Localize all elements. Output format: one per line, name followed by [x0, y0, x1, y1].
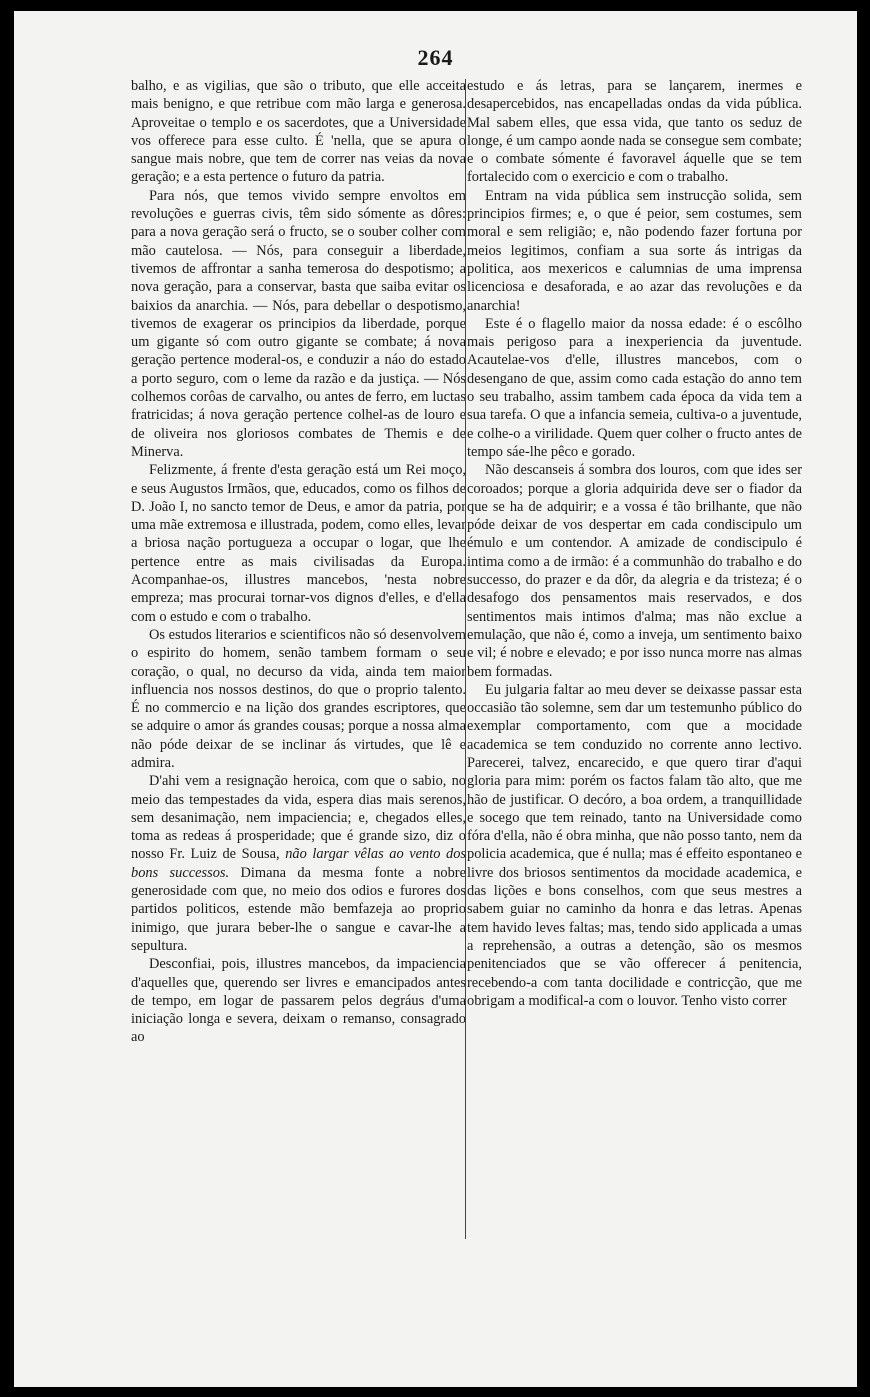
paragraph: Felizmente, á frente d'esta geração está um Rei moço, e seus Augustos Irmãos, que, educados, como os filhos de D. João I, no sancto temor de Deus, e amor da patria, por uma mãe extremosa e illustrada, podem, como elles, levar a briosa nação portugueza a occupar o logar, que lhe pertence entre as mais civilisadas da Europa. Acompanhae-os, illustres mancebos, 'nesta nobre empreza; mas procurai tornar-vos dignos d'elles, e d'ella com o estudo e com o trabalho.	[131, 462, 466, 625]
paragraph-text: D'ahi vem a resignação heroica, com que o sabio, no meio das tempestades da vida, espera dias mais serenos, sem desanimação, nem impaciencia; e, chegados elles, toma as redeas á prosperidade; que é grande sizo, diz o nosso Fr. Luiz de Sousa,	[131, 773, 466, 863]
page-number: 264	[417, 45, 454, 70]
paragraph: Não descanseis á sombra dos louros, com que ides ser coroados; porque a gloria adquirida deve ser o fiador da que se ha de adquirir; e a vossa é tão brilhante, que não póde deixar de vos despertar em cada condiscipulo um émulo e um contendor. A amizade de condiscipulo é intima como a de irmão: é a communhão do trabalho e do successo, do prazer e da dôr, da alegria e da tristeza; é o desafogo dos pensamentos mais reservados, e dos sentimentos mais intimos d'alma; mas não exclue a emulação, que não é, como a inveja, um sentimento baixo e vil; é nobre e elevado; e por isso nunca morre nas almas bem formadas.	[467, 462, 802, 680]
paragraph: Para nós, que temos vivido sempre envoltos em revoluções e guerras civis, têm sido sómente as dôres: para a nova geração será o fructo, se o souber colher com mão cautelosa. — Nós, para conseguir a liberdade, tivemos de affrontar a sanha temerosa do despotismo; a nova geração, para a conservar, basta que saiba evitar os baixios da anarchia. — Nós, para debellar o despotismo, tivemos de exagerar os principios da liberdade, porque um gigante só com outro gigante se combate; á nova geração pertence moderal-os, e conduzir a náo do estado a porto seguro, com o leme da razão e da justiça. — Nós colhemos corôas de carvalho, ou antes de ferro, em luctas fratricidas; á nova geração pertence colhel-as de louro e de oliveira nos gloriosos combates de Themis e de Minerva.	[131, 187, 466, 460]
paragraph: Este é o flagello maior da nossa edade: é o escôlho mais perigoso para a inexperiencia da juventude. Acautelae-vos d'elle, illustres mancebos, com o desengano de que, assim como cada estação do anno tem o seu trabalho, assim tambem cada época da vida tem a sua tarefa. O que a infancia semeia, cultiva-o a juventude, e colhe-o a virilidade. Quem quer colher o fructo antes de tempo sáe-lhe pêco e gorado.	[467, 315, 802, 460]
right-column	[467, 77, 802, 1010]
paragraph: Entram na vida pública sem instrucção solida, sem principios firmes; e, o que é peior, sem costumes, sem moral e sem religião; e, não podendo fazer fortuna por meios legitimos, confiam a sua sorte ás intrigas da politica, aos mexericos e calumnias de uma imprensa licenciosa e desaforada, e ao azar das revoluções e da anarchia!	[467, 187, 802, 314]
left-column	[131, 77, 466, 1047]
paragraph: balho, e as vigilias, que são o tributo, que elle acceita mais benigno, e que retribue com mão larga e generosa. Aproveitae o templo e os sacerdotes, que a Universidade vos offerece para esse culto. É 'nella, que se apura o sangue mais nobre, que tem de correr nas veias da nova geração; e a esta pertence o futuro da patria.	[131, 78, 466, 186]
paragraph: estudo e ás letras, para se lançarem, inermes e desapercebidos, nas encapelladas ondas da vida pública. Mal sabem elles, que essa vida, que tanto os seduz de longe, é um campo aonde nada se consegue sem combate; e o combate sómente é favoravel áquelle que se tem fortalecido com o exercicio e com o trabalho.	[467, 78, 802, 186]
paragraph-text: Dimana da mesma fonte a nobre generosidade com que, no meio dos odios e furores dos partidos politicos, estende mão bemfazeja ao proprio inimigo, que jurara beber-lhe o sangue e cavar-lhe a sepultura.	[131, 864, 466, 954]
scanned-page	[14, 11, 857, 1387]
paragraph: Desconfiai, pois, illustres mancebos, da impaciencia d'aquelles que, querendo ser livres e emancipados antes de tempo, em logar de passarem pelos degráus d'uma iniciação longa e severa, deixam o remanso, consagrado ao	[131, 956, 466, 1046]
paragraph: Os estudos literarios e scientificos não só desenvolvem o espirito do homem, senão tambem formam o seu coração, o qual, no decurso da vida, ainda tem maior influencia nos nossos destinos, do que o proprio talento. É no commercio e na lição dos grandes escriptores, que se adquire o amor ás grandes cousas; porque a nossa alma não póde deixar de se inclinar ás virtudes, que lê e admira.	[131, 626, 466, 771]
paragraph: Eu julgaria faltar ao meu dever se deixasse passar esta occasião tão solemne, sem dar um testemunho público do exemplar comportamento, com que a mocidade academica se tem conduzido no corrente anno lectivo. Parecerei, talvez, encarecido, e que quero tirar d'aqui gloria para mim: porém os factos falam tão alto, que me hão de justificar. O decóro, a boa ordem, a tranquillidade e socego que tem reinado, tanto na Universidade como fóra d'ella, não é obra minha, que não posso tanto, nem da policia academica, que é nulla; mas é effeito espontaneo e livre dos briosos sentimentos da mocidade academica, e das lições e bons conselhos, com que seus mestres a sabem guiar no caminho da honra e das letras. Apenas tem havido leves faltas; mas, tendo sido applicada a umas a reprehensão, a outras a detenção, são os mesmos penitenciados que se vão offerecer á penitencia, recebendo-a com tanta docilidade e contricção, que me obrigam a modifical-a com o louvor. Tenho visto correr	[467, 681, 802, 1009]
italic-quote: não largar vêlas ao vento dos bons successos.	[131, 846, 466, 881]
paragraph-with-quote	[131, 772, 466, 955]
column-divider	[465, 79, 466, 1239]
